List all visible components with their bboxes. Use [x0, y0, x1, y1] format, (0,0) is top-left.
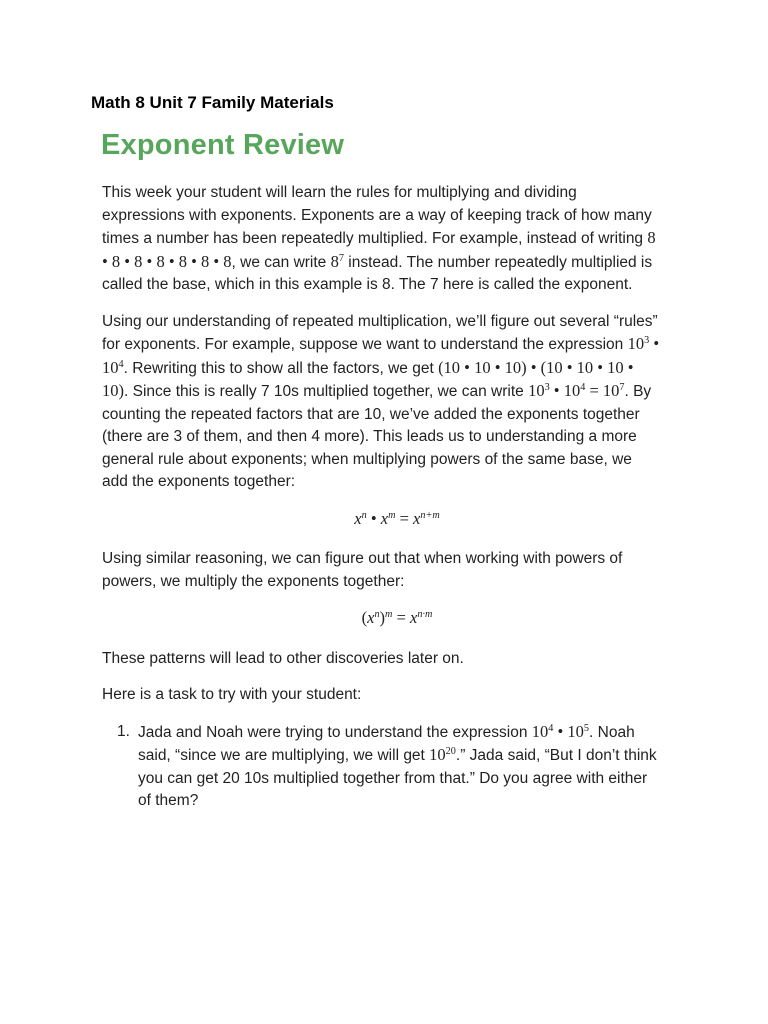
math-expression: (10 • 10 • 10) • (10 • 10 • 10 • 10) [102, 357, 634, 400]
math-operator: • [549, 381, 564, 400]
math-power [331, 252, 344, 271]
text-span: . Noah said, “since we are multiplying, we will get [138, 723, 635, 764]
math-exponent: 4 [118, 358, 124, 370]
text-span: .” Jada said, “But I don’t think you can get 20 10s multiplied together from that.” Do you agree with either of them? [138, 747, 657, 809]
intro-paragraph [102, 182, 662, 297]
math-base: 10 [429, 745, 446, 764]
math-exponent: 5 [583, 722, 590, 734]
course-header: Math 8 Unit 7 Family Materials [91, 93, 334, 112]
power-of-power-paragraph: Using similar reasoning, we can figure out that when working with powers of powers, we multiply the exponents together: [102, 550, 623, 590]
math-operator: • [649, 334, 660, 353]
math-exponent: m [385, 609, 393, 621]
math-variable: x [410, 608, 418, 627]
math-base: 8 [330, 251, 339, 271]
math-exponent: 7 [619, 382, 625, 394]
text-span: . Rewriting this to show all the factors, we get [123, 359, 439, 377]
math-paren: ( [361, 608, 368, 627]
text-span: instead. The number repeatedly multiplied is called the base, which in this example is 8. The 7 here is called the exponent. [102, 253, 653, 293]
math-exponent: n·m [417, 609, 433, 621]
math-operator: • [366, 508, 381, 528]
math-product [532, 722, 589, 741]
math-variable: x [380, 508, 389, 528]
text-span: . By counting the repeated factors that are 10, we’ve added the exponents together (there are 3 of them, and then 4 more). This leads us to understanding a more general rule about exponents; when multiplying powers of the same base, we add the exponents together: [102, 383, 652, 490]
math-operator: = [585, 381, 603, 400]
math-exponent: n [374, 609, 380, 621]
text-span: Using our understanding of repeated multiplication, we’ll figure out several “rules” for exponents. For example, suppose we want to understand the expression [102, 312, 658, 353]
math-base: 10 [528, 381, 545, 400]
task-text [138, 721, 662, 813]
math-variable: x [367, 608, 375, 627]
math-paren: ) [379, 608, 386, 627]
product-rule-equation [102, 508, 662, 531]
math-operator: = [395, 508, 414, 528]
task-intro-paragraph: Here is a task to try with your student: [102, 686, 362, 703]
math-equation [528, 381, 624, 400]
math-base: 10 [563, 381, 581, 400]
text-span: , we can write [231, 253, 331, 271]
math-exponent: 7 [338, 252, 344, 264]
page-title: Exponent Review [101, 129, 345, 161]
power-rule-equation [102, 607, 662, 630]
text-span: Jada and Noah were trying to understand the expression [138, 723, 532, 741]
task-number: 1. [117, 722, 130, 740]
repeated-multiplication-paragraph [102, 311, 662, 494]
math-variable: x [413, 508, 421, 528]
text-span: This week your student will learn the rules for multiplying and dividing expressions with exponents. Exponents are a way of keeping track of how many times a number has been repeatedly multiplied. For example, instead of writing [102, 184, 652, 247]
math-base: 10 [531, 721, 549, 741]
math-expression: 8 • 8 • 8 • 8 • 8 • 8 • 8 [102, 228, 656, 271]
text-span: . Since this is really 7 10s multiplied together, we can write [124, 383, 529, 400]
list-item [102, 721, 662, 813]
math-power [429, 745, 456, 764]
document-body [102, 182, 662, 813]
math-base: 10 [627, 334, 645, 353]
math-operator: • [553, 721, 568, 741]
math-base: 10 [567, 721, 584, 741]
math-base: 10 [602, 381, 620, 400]
math-exponent: n [361, 509, 367, 521]
math-exponent: 3 [544, 382, 550, 394]
math-exponent: 20 [445, 746, 456, 758]
math-exponent: n+m [420, 509, 440, 521]
math-operator: = [392, 608, 410, 627]
patterns-paragraph: These patterns will lead to other discoveries later on. [102, 649, 464, 667]
math-base: 10 [102, 357, 119, 377]
math-exponent: 4 [580, 382, 586, 394]
math-exponent: m [388, 509, 396, 521]
math-exponent: 4 [548, 722, 554, 734]
task-list [102, 721, 662, 813]
math-variable: x [354, 508, 362, 528]
math-exponent: 3 [644, 335, 650, 347]
